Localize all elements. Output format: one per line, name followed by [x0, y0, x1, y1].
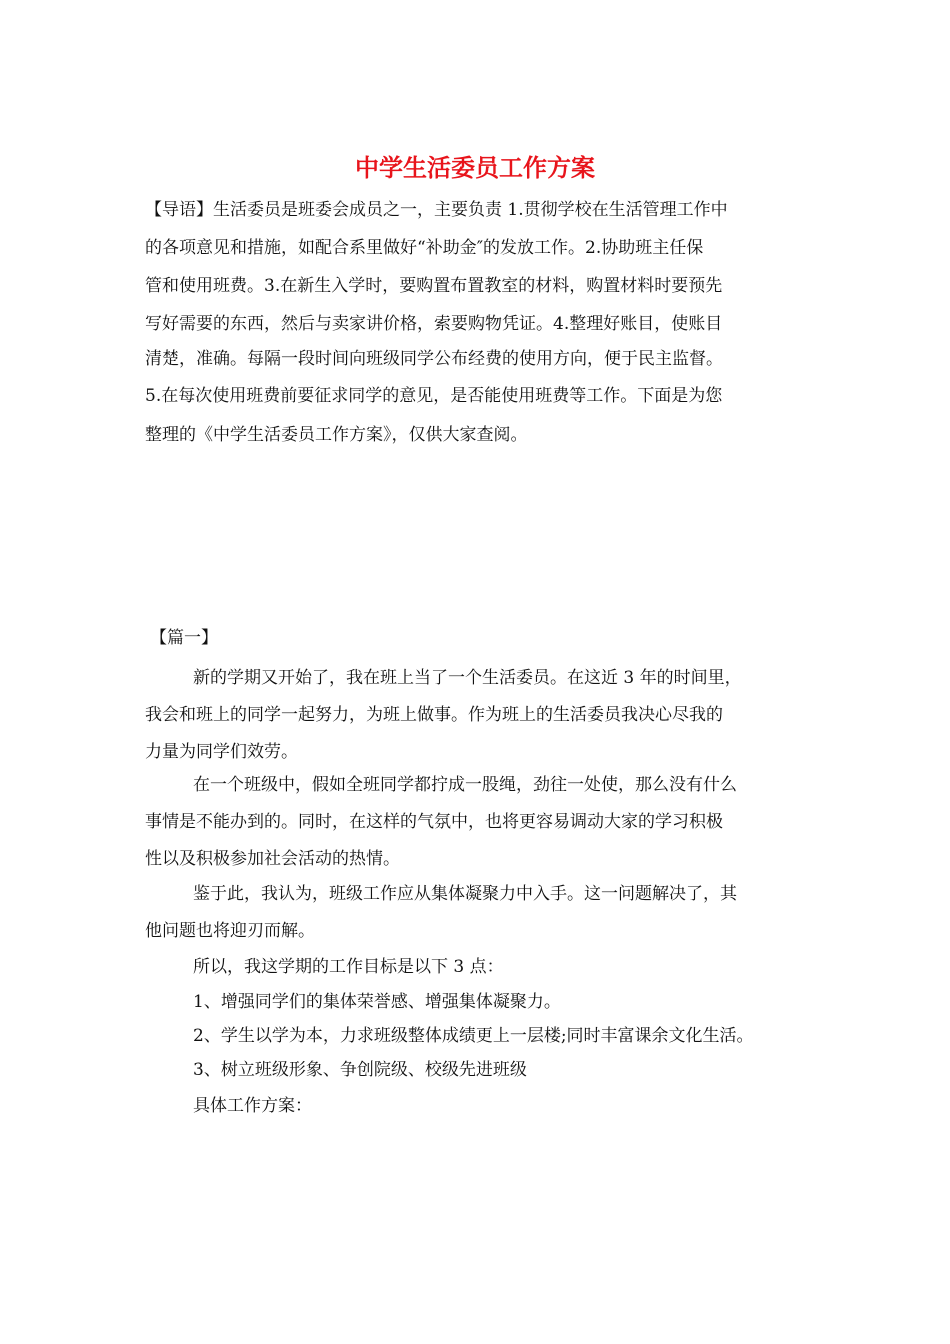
paragraph-line: 新的学期又开始了，我在班上当了一个生活委员。在这近 3 年的时间里， [193, 668, 742, 688]
paragraph-line: 事情是不能办到的。同时，在这样的气氛中，也将更容易调动大家的学习积极 [145, 812, 723, 832]
list-item: 3、树立班级形象、争创院级、校级先进班级 [193, 1060, 527, 1080]
intro-line: 【导语】生活委员是班委会成员之一，主要负责 1.贯彻学校在生活管理工作中 [145, 200, 728, 220]
document-title: 中学生活委员工作方案 [355, 153, 595, 182]
paragraph-line: 所以，我这学期的工作目标是以下 3 点： [193, 957, 504, 977]
paragraph-line: 我会和班上的同学一起努力，为班上做事。作为班上的生活委员我决心尽我的 [145, 705, 723, 725]
intro-line: 管和使用班费。3.在新生入学时，要购置布置教室的材料，购置材料时要预先 [145, 276, 723, 296]
paragraph-line: 他问题也将迎刃而解。 [145, 921, 315, 941]
paragraph-line: 具体工作方案： [193, 1096, 312, 1116]
paragraph-line: 鉴于此，我认为，班级工作应从集体凝聚力中入手。这一问题解决了，其 [193, 884, 737, 904]
intro-line: 清楚，准确。每隔一段时间向班级同学公布经费的使用方向，便于民主监督。 [145, 349, 723, 369]
list-item: 2、学生以学为本，力求班级整体成绩更上一层楼;同时丰富课余文化生活。 [193, 1026, 754, 1046]
section-heading: 【篇一】 [150, 628, 218, 648]
intro-line: 整理的《中学生活委员工作方案》，仅供大家查阅。 [145, 425, 528, 445]
intro-line: 5.在每次使用班费前要征求同学的意见，是否能使用班费等工作。下面是为您 [145, 386, 723, 406]
list-item: 1、增强同学们的集体荣誉感、增强集体凝聚力。 [193, 992, 561, 1012]
intro-line: 的各项意见和措施，如配合系里做好“补助金″的发放工作。2.协助班主任保 [145, 238, 704, 258]
paragraph-line: 力量为同学们效劳。 [145, 742, 298, 762]
paragraph-line: 在一个班级中，假如全班同学都拧成一股绳，劲往一处使，那么没有什么 [193, 775, 737, 795]
paragraph-line: 性以及积极参加社会活动的热情。 [145, 849, 400, 869]
intro-line: 写好需要的东西，然后与卖家讲价格，索要购物凭证。4.整理好账目，使账目 [145, 314, 723, 334]
